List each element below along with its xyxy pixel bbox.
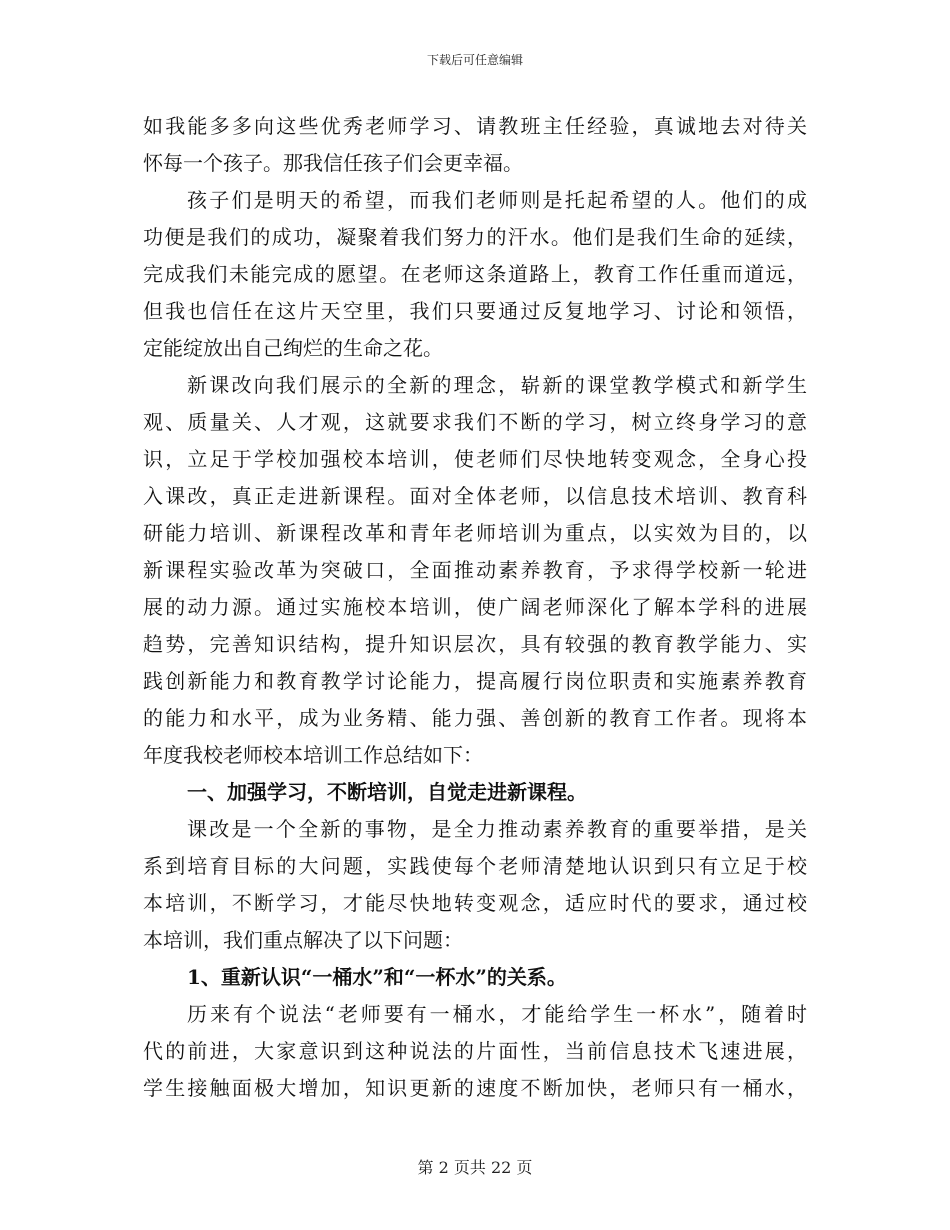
page-header: 下载后可任意编辑 <box>426 53 523 67</box>
text-line: 趋势，完善知识结构，提升知识层次，具有较强的教育教学能力、实 <box>143 632 807 656</box>
text-line: 研能力培训、新课程改革和青年老师培训为重点，以实效为目的，以 <box>143 521 807 545</box>
text-line: 但我也信任在这片天空里，我们只要通过反复地学习、讨论和领悟， <box>143 299 807 323</box>
text-line: 历来有个说法“老师要有一桶水，才能给学生一杯水”，随着时 <box>187 1002 807 1026</box>
text-line: 新课改向我们展示的全新的理念，崭新的课堂教学模式和新学生 <box>187 373 807 397</box>
text-line: 如我能多多向这些优秀老师学习、请教班主任经验，真诚地去对待关 <box>143 114 807 138</box>
text-line: 完成我们未能完成的愿望。在老师这条道路上，教育工作任重而道远， <box>143 262 807 286</box>
text-line: 新课程实验改革为突破口，全面推动素养教育，予求得学校新一轮进 <box>143 558 807 582</box>
text-line: 展的动力源。通过实施校本培训，使广阔老师深化了解本学科的进展 <box>143 595 807 619</box>
text-line: 本培训，我们重点解决了以下问题： <box>143 928 463 952</box>
text-line: 功便是我们的成功，凝聚着我们努力的汗水。他们是我们生命的延续， <box>143 225 807 249</box>
text-line: 的能力和水平，成为业务精、能力强、善创新的教育工作者。现将本 <box>143 706 807 730</box>
text-line: 孩子们是明天的希望，而我们老师则是托起希望的人。他们的成 <box>187 188 807 212</box>
text-line: 识，立足于学校加强校本培训，使老师们尽快地转变观念，全身心投 <box>143 447 807 471</box>
text-line: 系到培育目标的大问题，实践使每个老师清楚地认识到只有立足于校 <box>143 854 807 878</box>
text-line: 本培训，不断学习，才能尽快地转变观念，适应时代的要求，通过校 <box>143 891 807 915</box>
text-line: 代的前进，大家意识到这种说法的片面性，当前信息技术飞速进展， <box>143 1039 807 1063</box>
text-line: 入课改，真正走进新课程。面对全体老师，以信息技术培训、教育科 <box>143 484 807 508</box>
text-line: 践创新能力和教育教学讨论能力，提高履行岗位职责和实施素养教育 <box>143 669 807 693</box>
text-line: 怀每一个孩子。那我信任孩子们会更幸福。 <box>143 151 523 175</box>
page-number: 第 2 页共 22 页 <box>417 1158 533 1177</box>
text-line: 课改是一个全新的事物，是全力推动素养教育的重要举措，是关 <box>187 817 807 841</box>
text-line: 观、质量关、人才观，这就要求我们不断的学习，树立终身学习的意 <box>143 410 807 434</box>
document-body <box>143 108 807 1107</box>
text-line: 学生接触面极大增加，知识更新的速度不断加快，老师只有一桶水， <box>143 1076 807 1100</box>
text-line: 定能绽放出自己绚烂的生命之花。 <box>143 336 443 360</box>
section-heading: 1、重新认识“一桶水”和“一杯水”的关系。 <box>187 965 567 989</box>
text-line: 年度我校老师校本培训工作总结如下： <box>143 743 483 767</box>
section-heading: 一、加强学习，不断培训，自觉走进新课程。 <box>187 780 587 804</box>
